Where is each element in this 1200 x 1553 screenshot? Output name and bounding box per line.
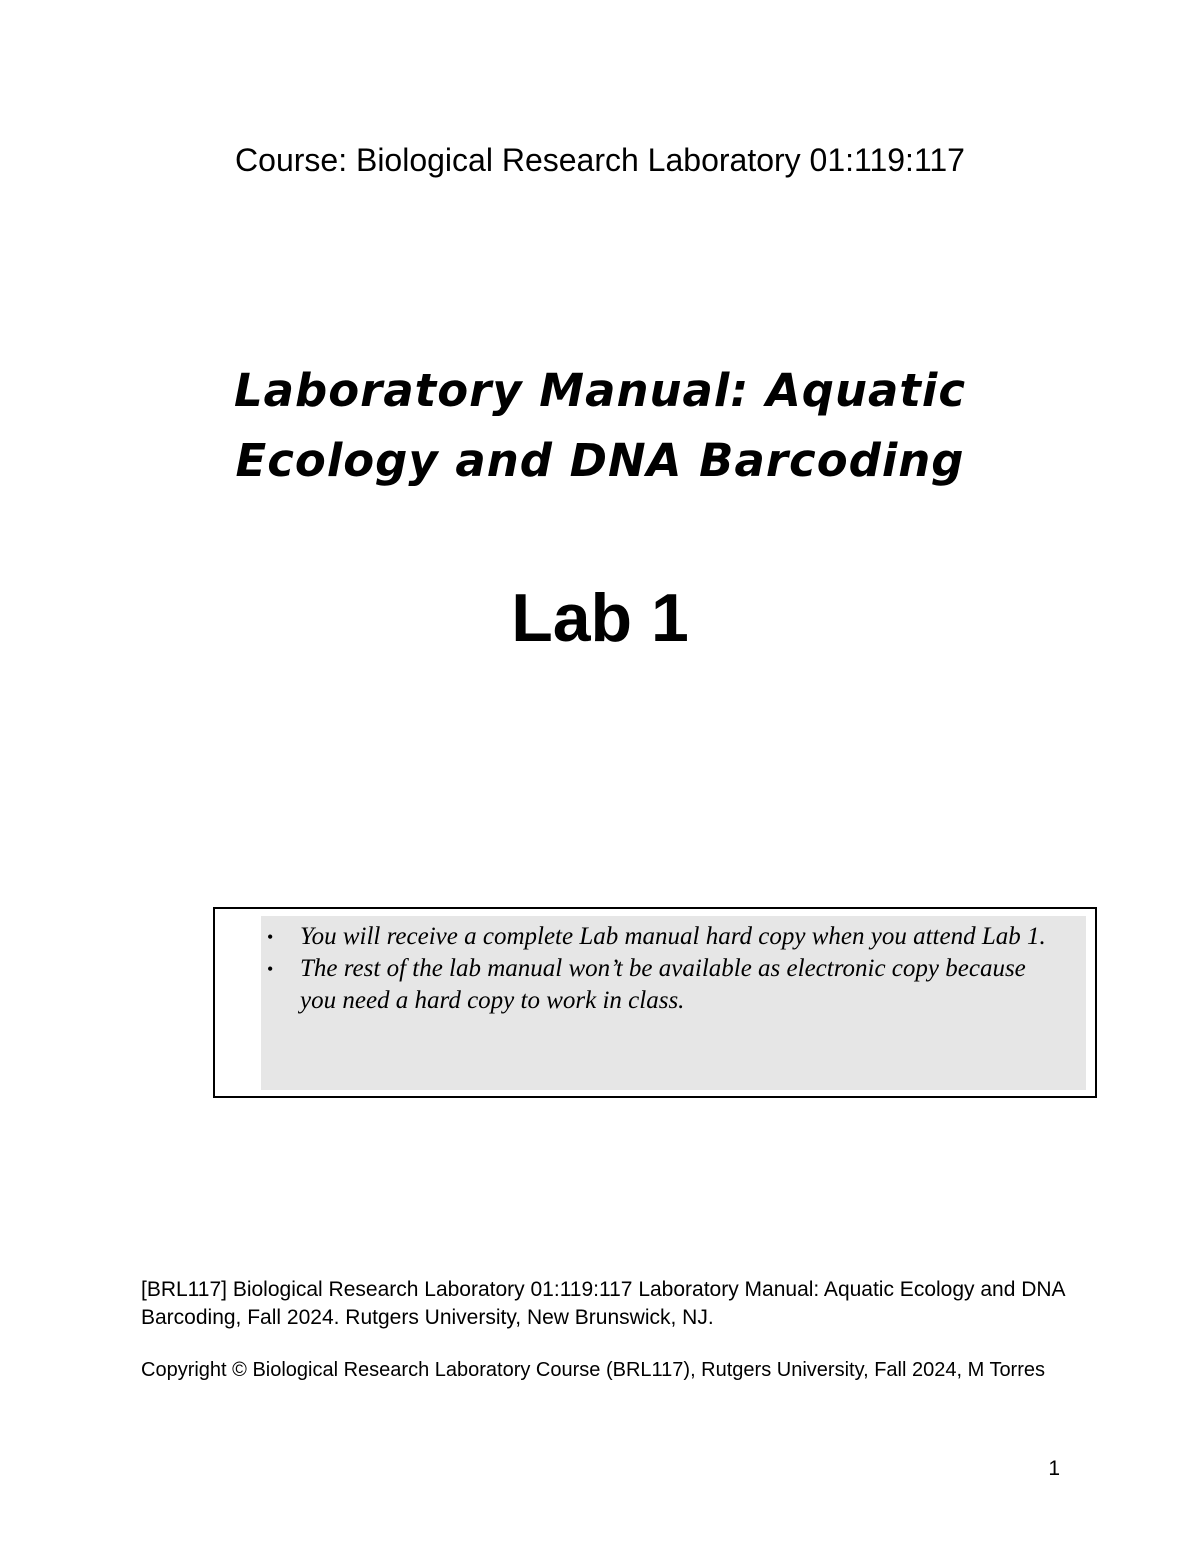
page-number: 1 <box>1048 1457 1060 1480</box>
citation-text: [BRL117] Biological Research Laboratory 01:119:117 Laboratory Manual: Aquatic Ecology and DNA Barcoding, Fall 2024. Rutgers University, New Brunswick, NJ. <box>141 1278 1065 1329</box>
bullet-icon: • <box>267 959 274 979</box>
copyright-text: Copyright © Biological Research Laboratory Course (BRL117), Rutgers University, Fall 2024, M Torres <box>141 1359 1046 1381</box>
notice-item-text: The rest of the lab manual won’t be available as electronic copy because you need a hard copy to work in class. <box>300 955 1026 1014</box>
course-heading: Course: Biological Research Laboratory 01:119:117 <box>235 142 965 178</box>
lab-number-title: Lab 1 <box>511 580 689 656</box>
bullet-icon: • <box>267 927 274 947</box>
manual-title-line-2: Ecology and DNA Barcoding <box>235 434 965 487</box>
notice-item-hard-copy <box>261 921 1051 953</box>
manual-title-line-1: Laboratory Manual: Aquatic <box>233 364 967 417</box>
notice-item-text: You will receive a complete Lab manual hard copy when you attend Lab 1. <box>300 923 1046 950</box>
notice-list <box>261 921 1051 1017</box>
notice-item-electronic-copy <box>261 953 1051 1017</box>
notice-box <box>213 907 1097 1098</box>
manual-title <box>0 356 1200 496</box>
